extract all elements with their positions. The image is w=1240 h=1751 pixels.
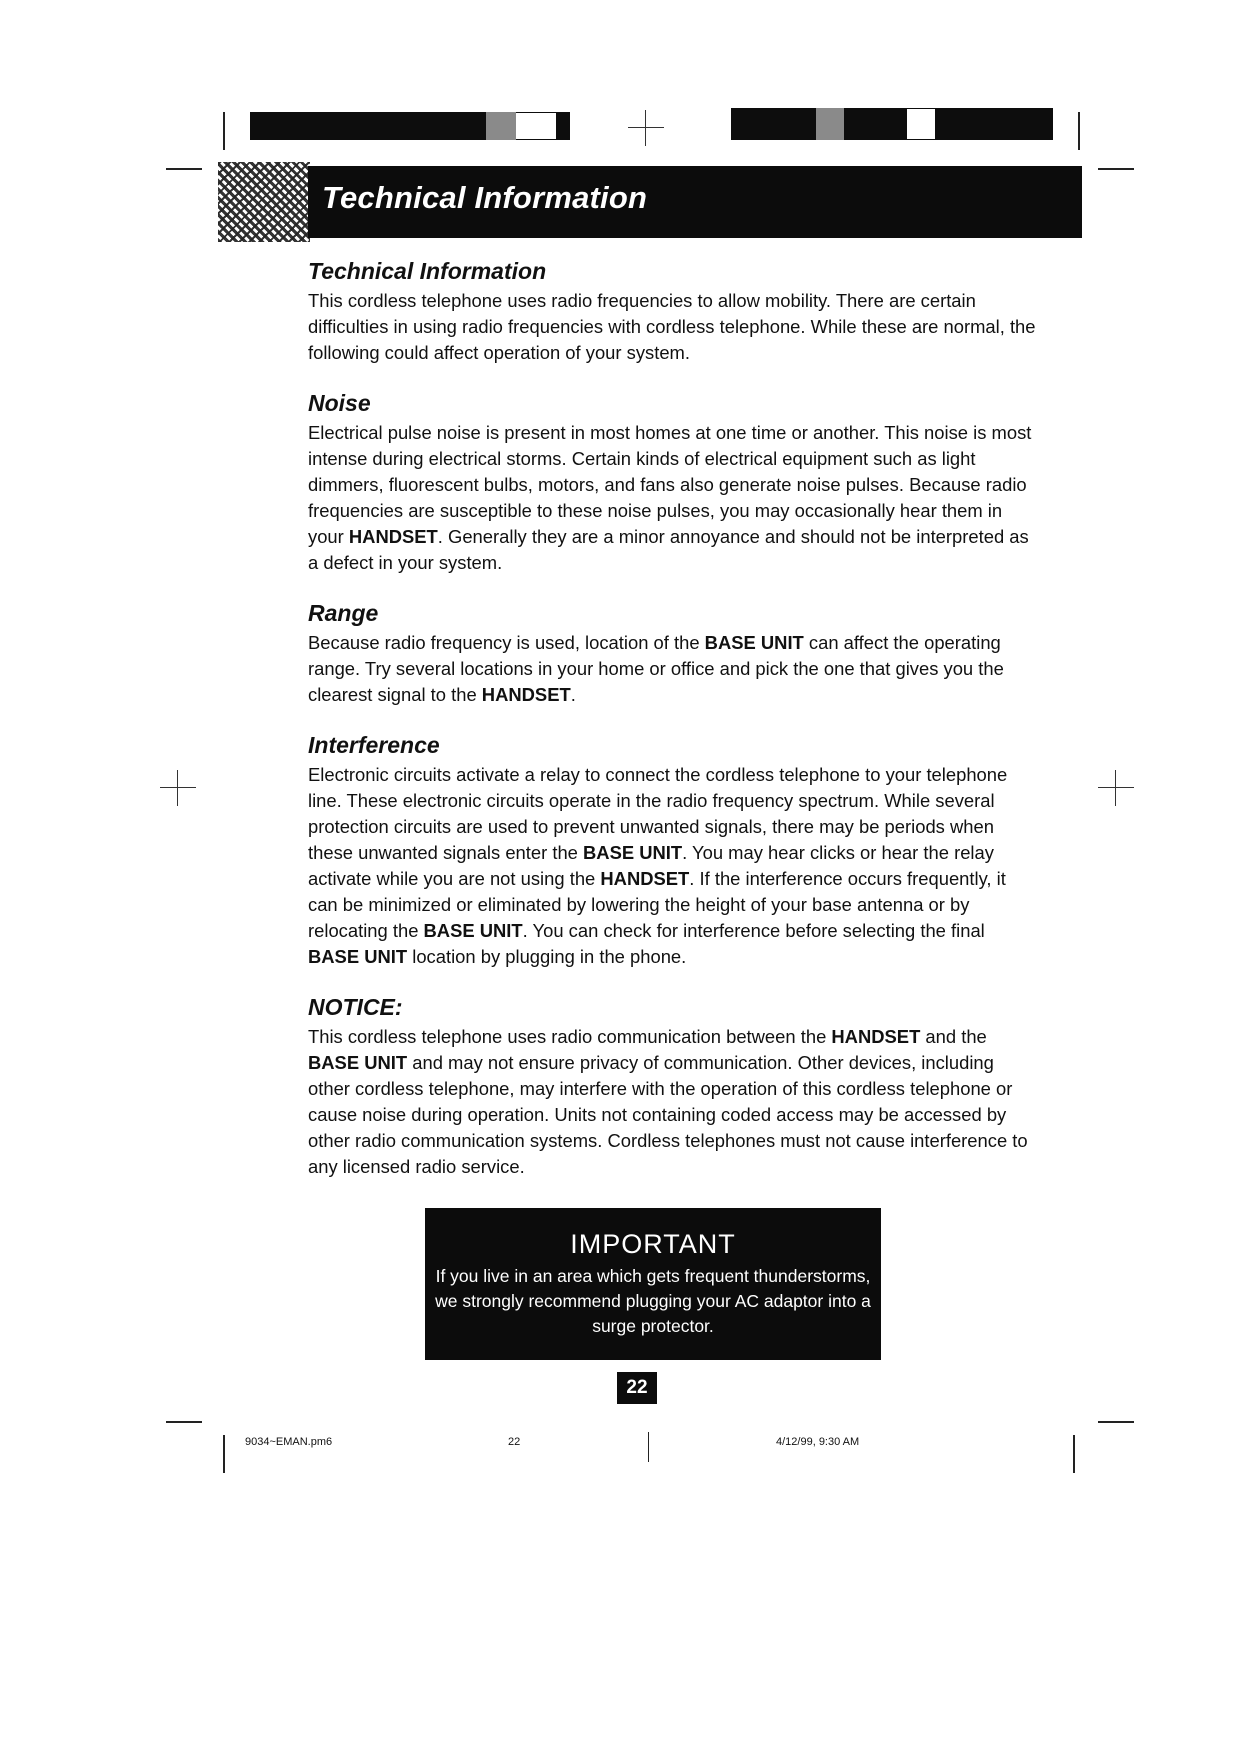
crop-mark: [648, 1432, 649, 1462]
text-run: This cordless telephone uses radio frequencies to allow mobility. There are certain difficulties in using radio frequencies with cordless telephone. While these are normal, the following could affect operation of your system.: [308, 290, 1036, 363]
section-heading: Range: [308, 600, 379, 626]
crop-mark: [223, 112, 225, 150]
text-run: . You may hear clicks or hear the relay activate while you are not using the: [308, 842, 994, 889]
emphasis-term: HANDSET: [831, 1026, 921, 1047]
section-body: [308, 420, 1038, 576]
footer-filename: 9034~EMAN.pm6: [245, 1436, 333, 1448]
text-run: location by plugging in the phone.: [407, 946, 687, 967]
section-heading: Interference: [308, 732, 440, 758]
crop-mark: [1098, 1421, 1134, 1423]
footer-page: 22: [508, 1436, 521, 1448]
section-body: [308, 288, 1038, 366]
registration-swatch: [486, 112, 516, 140]
section-notice: [308, 994, 1038, 1180]
emphasis-term: HANDSET: [348, 526, 438, 547]
section-body: [308, 630, 1038, 708]
section-range: [308, 600, 1038, 708]
emphasis-term: BASE UNIT: [308, 946, 408, 967]
important-box: [425, 1208, 881, 1360]
section-interference: [308, 732, 1038, 970]
text-run: Because radio frequency is used, location of the: [308, 632, 705, 653]
registration-swatch: [906, 108, 936, 140]
crop-mark: [166, 1421, 202, 1423]
header-pattern: [218, 162, 310, 242]
registration-crosshair: [160, 770, 196, 806]
registration-swatch: [816, 108, 844, 140]
footer-datetime: 4/12/99, 9:30 AM: [776, 1436, 860, 1448]
emphasis-term: BASE UNIT: [704, 632, 804, 653]
important-text: If you live in an area which gets frequent thunderstorms, we strongly recommend plugging your AC adaptor into a surge protector.: [435, 1266, 871, 1336]
emphasis-term: HANDSET: [481, 684, 571, 705]
section-heading: Noise: [308, 390, 371, 416]
registration-bar-right: [731, 108, 1053, 140]
registration-bar-left: [250, 112, 570, 140]
text-run: .: [570, 684, 576, 705]
section-body: [308, 762, 1038, 970]
important-title: IMPORTANT: [570, 1229, 736, 1259]
text-run: This cordless telephone uses radio communication between the: [308, 1026, 832, 1047]
emphasis-term: BASE UNIT: [308, 1052, 408, 1073]
text-run: and the: [920, 1026, 987, 1047]
emphasis-term: BASE UNIT: [583, 842, 683, 863]
crop-mark: [1078, 112, 1080, 150]
registration-crosshair: [628, 110, 664, 146]
section-body: [308, 1024, 1038, 1180]
text-run: Electronic circuits activate a relay to connect the cordless telephone to your telephone line. These electronic circuits operate in the radio frequency spectrum. While several protection circuits are used to prevent unwanted signals, there may be periods when these unwanted signals enter the: [308, 764, 1008, 863]
section-technical-information: [308, 258, 1038, 366]
header-band: [308, 166, 1082, 238]
crop-mark: [166, 168, 202, 170]
section-noise: [308, 390, 1038, 576]
text-run: and may not ensure privacy of communication. Other devices, including other cordless telephone, may interfere with the operation of this cordless telephone or cause noise during operation. Units not containing coded access may be accessed by other radio communication systems. Cordless telephones must not cause interference to any licensed radio service.: [308, 1052, 1028, 1177]
crop-mark: [1073, 1435, 1075, 1473]
crop-mark: [223, 1435, 225, 1473]
crop-mark: [1098, 168, 1134, 170]
text-run: can affect the operating range. Try several locations in your home or office and pick the one that gives you the clearest signal to the: [308, 632, 1004, 705]
text-run: . You can check for interference before selecting the final: [522, 920, 985, 941]
page-title: Technical Information: [322, 180, 648, 215]
text-run: Electrical pulse noise is present in most homes at one time or another. This noise is most intense during electrical storms. Certain kinds of electrical equipment such as light dimmers, fluorescent bulbs, motors, and fans also generate noise pulses. Because radio frequencies are susceptible to these noise pulses, you may occasionally hear them in your: [308, 422, 1032, 547]
page-number: 22: [617, 1372, 657, 1404]
section-heading: Technical Information: [308, 258, 547, 284]
text-run: . Generally they are a minor annoyance and should not be interpreted as a defect in your system.: [308, 526, 1029, 573]
section-heading: NOTICE:: [308, 994, 403, 1020]
emphasis-term: HANDSET: [600, 868, 690, 889]
text-run: . If the interference occurs frequently, it can be minimized or eliminated by lowering the height of your base antenna or by relocating the: [308, 868, 1006, 941]
content: [308, 258, 1038, 1204]
emphasis-term: BASE UNIT: [423, 920, 523, 941]
registration-crosshair: [1098, 770, 1134, 806]
